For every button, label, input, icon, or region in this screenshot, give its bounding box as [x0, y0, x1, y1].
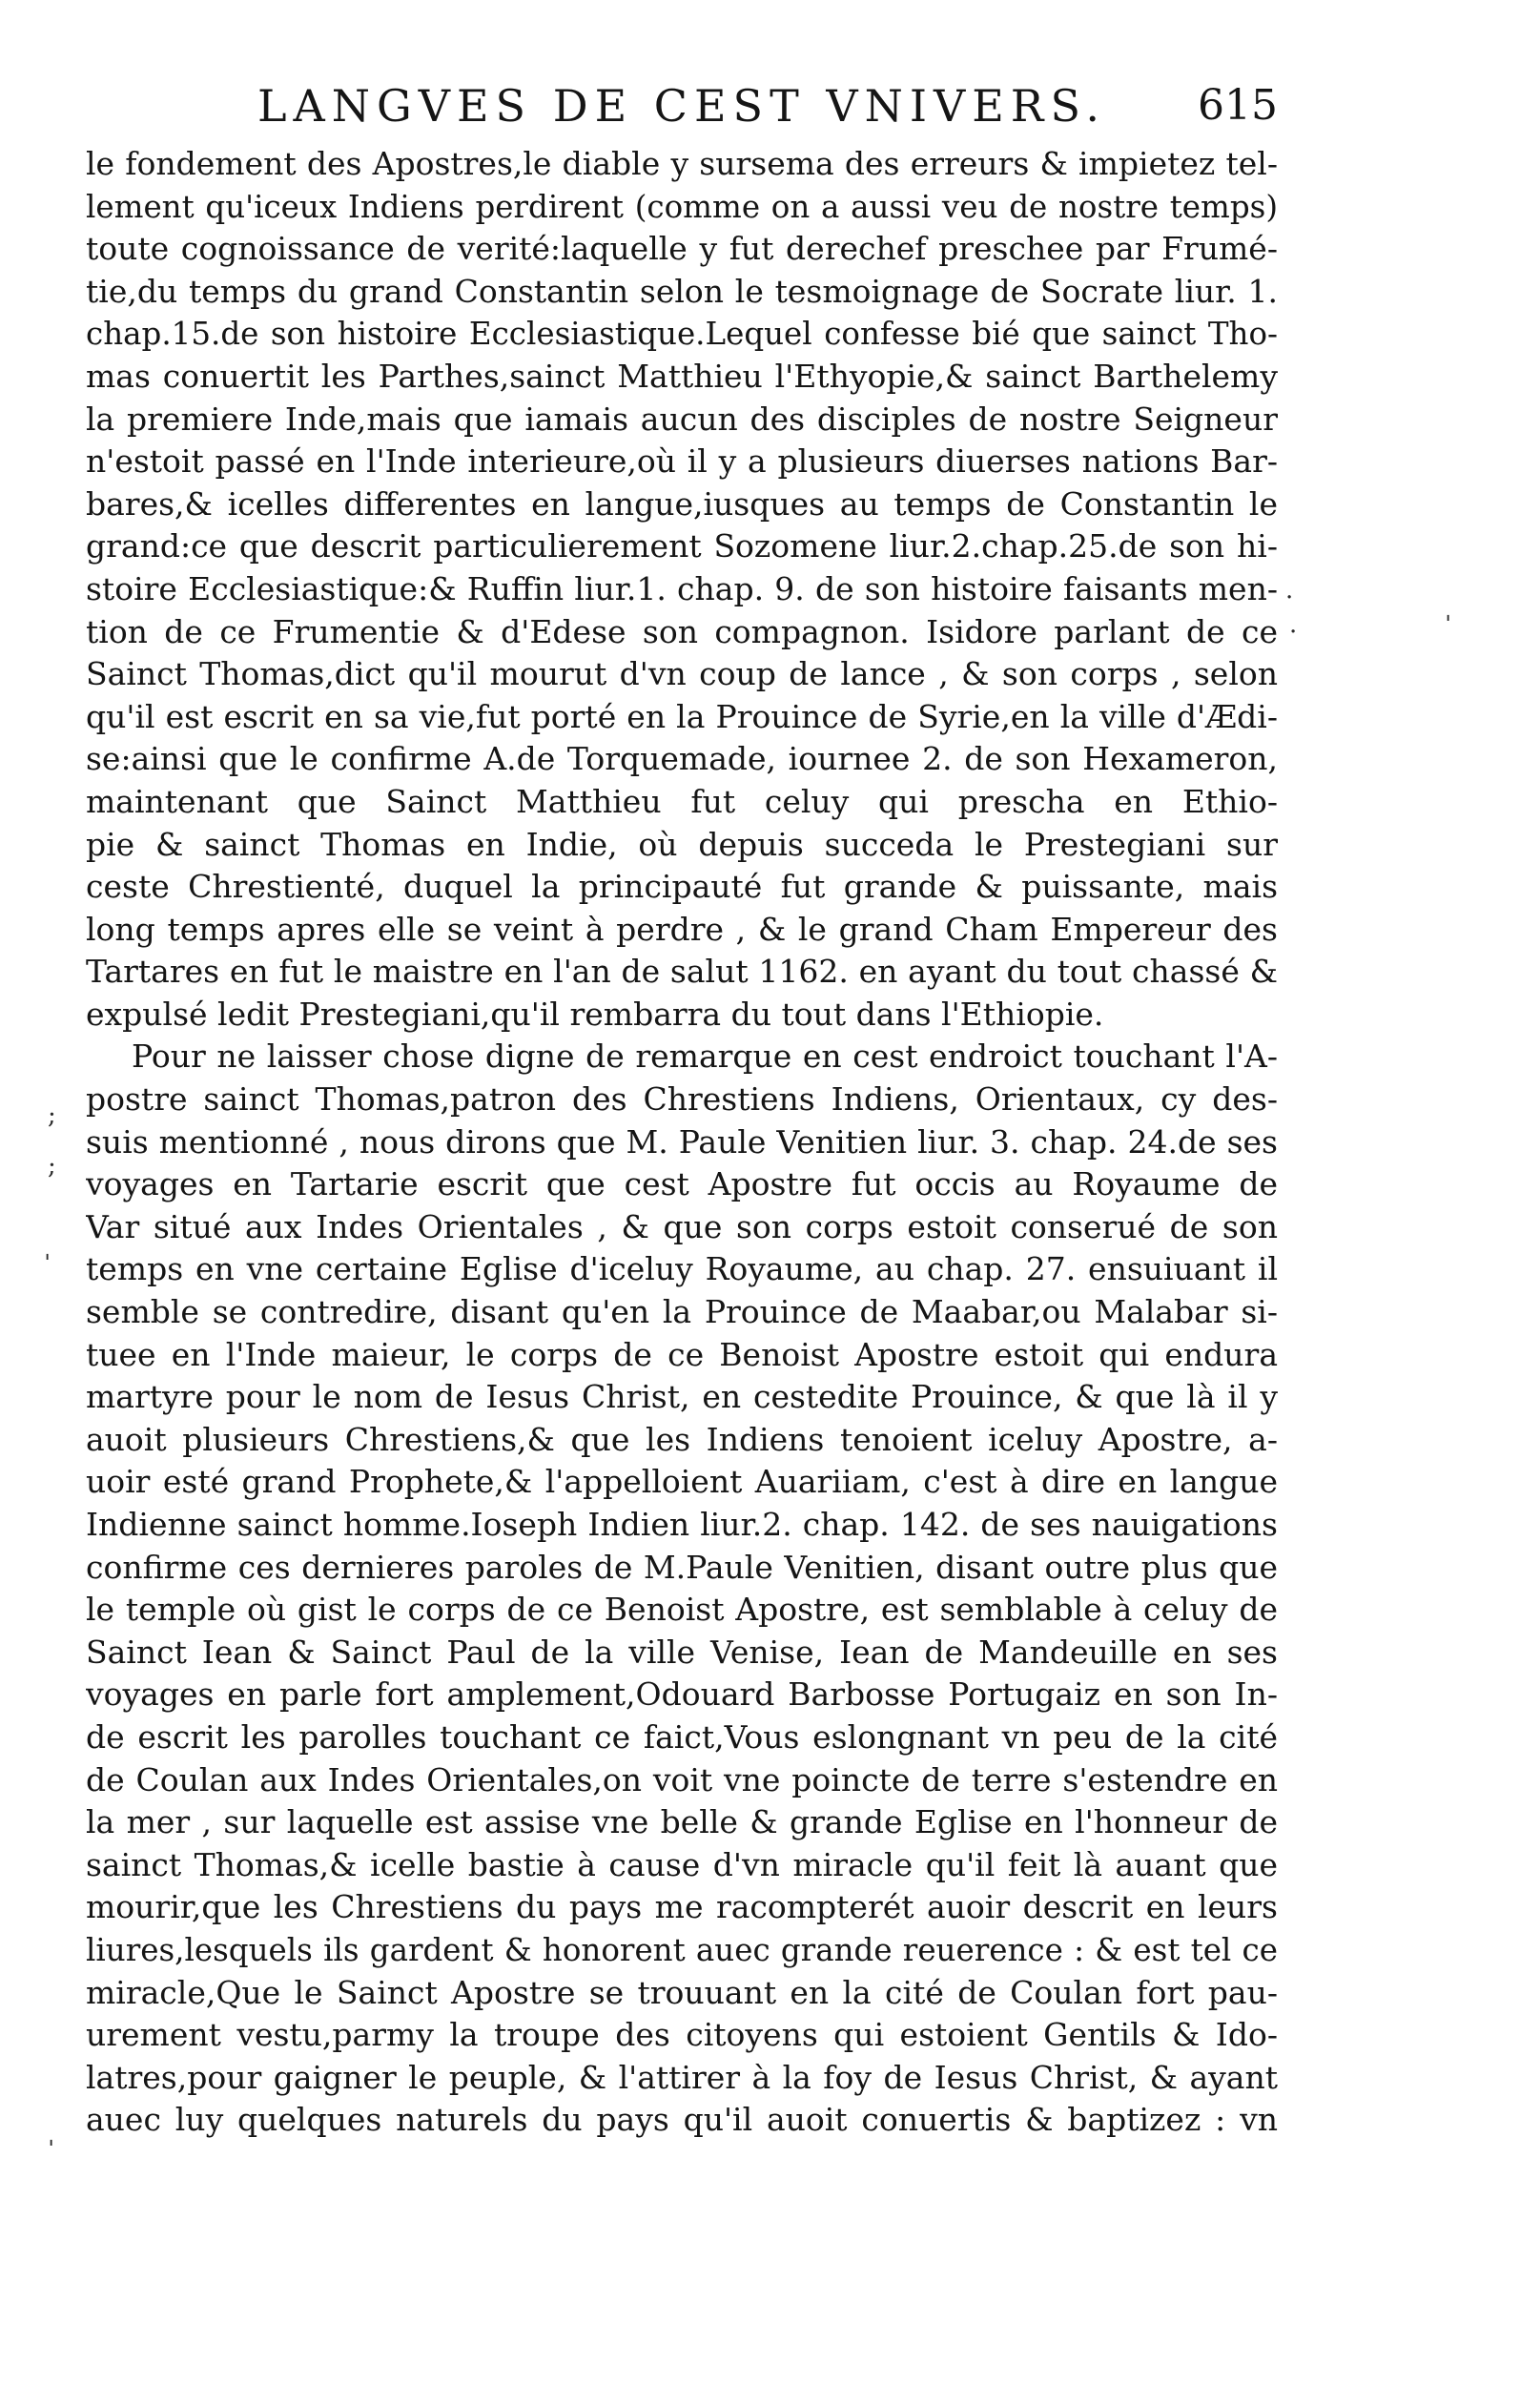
text-line: pie & sainct Thomas en Indie, où depuis succeda le Prestegiani sur [86, 825, 1278, 863]
text-line: tion de ce Frumentie & d'Edese son compagnon. Isidore parlant de ce [86, 612, 1278, 650]
text-line: de escrit les parolles touchant ce faict,Vous eslongnant vn peu de la cité [86, 1717, 1278, 1756]
text-line: suis mentionné , nous dirons que M. Paule Venitien liur. 3. chap. 24.de ses [86, 1122, 1278, 1161]
text-line: Tartares en fut le maistre en l'an de salut 1162. en ayant du tout chassé & [86, 953, 1278, 991]
text-line: le fondement des Apostres,le diable y sursema des erreurs & impietez tel- [86, 145, 1278, 182]
text-line: la premiere Inde,mais que iamais aucun des disciples de nostre Seigneur [86, 400, 1278, 438]
text-line: Sainct Iean & Sainct Paul de la ville Venise, Iean de Mandeuille en ses [86, 1633, 1278, 1671]
text-line: long temps apres elle se veint à perdre , & le grand Cham Empereur des [86, 910, 1278, 948]
text-line: confirme ces dernieres paroles de M.Paule Venitien, disant outre plus que [86, 1548, 1278, 1586]
text-line: ceste Chrestienté, duquel la principauté fut grande & puissante, mais [86, 868, 1278, 906]
text-line: Pour ne laisser chose digne de remarque en cest endroict touchant l'A- [132, 1038, 1278, 1076]
text-line: liures,lesquels ils gardent & honorent auec grande reuerence : & est tel ce [86, 1931, 1278, 1968]
text-line: le temple où gist le corps de ce Benoist Apostre, est semblable à celuy de [86, 1591, 1278, 1629]
running-title: LANGVES DE CEST VNIVERS. [257, 80, 1106, 132]
page-header [86, 74, 1278, 137]
text-line: semble se contredire, disant qu'en la Prouince de Maabar,ou Malabar si- [86, 1293, 1278, 1331]
text-line: maintenant que Sainct Matthieu fut celuy qui prescha en Ethio- [86, 782, 1278, 820]
text-line: la mer , sur laquelle est assise vne belle & grande Eglise en l'honneur de [86, 1803, 1278, 1841]
text-line: mas conuertit les Parthes,sainct Matthieu l'Ethyopie,& sainct Barthelemy [86, 357, 1278, 395]
text-line: expulsé ledit Prestegiani,qu'il rembarra du tout dans l'Ethiopie. [86, 995, 1104, 1033]
text-line: stoire Ecclesiastique:& Ruffin liur.1. chap. 9. de son histoire faisants men- [86, 569, 1278, 607]
text-line: latres,pour gaigner le peuple, & l'attirer à la foy de Iesus Christ, & ayant [86, 2058, 1278, 2096]
text-line: uoir esté grand Prophete,& l'appelloient Auariiam, c'est à dire en langue [86, 1463, 1278, 1501]
text-line: qu'il est escrit en sa vie,fut porté en la Prouince de Syrie,en la ville d'Ædi- [86, 697, 1278, 735]
text-line: Sainct Thomas,dict qu'il mourut d'vn coup de lance , & son corps , selon [86, 655, 1278, 693]
text-line: auec luy quelques naturels du pays qu'il auoit conuertis & baptizez : vn [86, 2101, 1278, 2139]
paragraph [86, 1036, 1278, 2141]
text-line: voyages en Tartarie escrit que cest Apostre fut occis au Royaume de [86, 1165, 1278, 1203]
text-line: lement qu'iceux Indiens perdirent (comme on a aussi veu de nostre temps) [86, 188, 1278, 225]
margin-tick: ; [48, 1152, 56, 1181]
text-line: Indienne sainct homme.Ioseph Indien liur.2. chap. 142. de ses nauigations [86, 1506, 1278, 1543]
margin-dot: · [1285, 584, 1294, 612]
margin-tick: ; [48, 1101, 56, 1130]
text-line: temps en vne certaine Eglise d'iceluy Royaume, au chap. 27. ensuiuant il [86, 1250, 1278, 1288]
text-line: martyre pour le nom de Iesus Christ, en cestedite Prouince, & que là il y [86, 1378, 1278, 1416]
text-line: sainct Thomas,& icelle bastie à cause d'vn miracle qu'il feit là auant que [86, 1845, 1278, 1883]
text-line: tuee en l'Inde maieur, le corps de ce Benoist Apostre estoit qui endura [86, 1335, 1278, 1373]
text-line: de Coulan aux Indes Orientales,on voit vne poincte de terre s'estendre en [86, 1760, 1278, 1798]
text-line: voyages en parle fort amplement,Odouard Barbosse Portugaiz en son In- [86, 1675, 1278, 1714]
text-line: urement vestu,parmy la troupe des citoyens qui estoient Gentils & Ido- [86, 2016, 1278, 2054]
text-line: chap.15.de son histoire Ecclesiastique.Lequel confesse bié que sainct Tho- [86, 316, 1278, 353]
text-line: grand:ce que descrit particulierement Sozomene liur.2.chap.25.de son hi- [86, 527, 1278, 565]
margin-dot: · [1289, 618, 1298, 647]
text-line: Var situé aux Indes Orientales , & que son corps estoit conserué de son [86, 1207, 1278, 1245]
margin-tick: ˌ [48, 2121, 55, 2149]
page-number: 615 [1198, 81, 1278, 130]
text-line: tie,du temps du grand Constantin selon le tesmoignage de Socrate liur. 1. [86, 272, 1278, 310]
text-line: n'estoit passé en l'Inde interieure,où il y a plusieurs diuerses nations Bar- [86, 442, 1278, 481]
text-line: miracle,Que le Sainct Apostre se trouuant en la cité de Coulan fort pau- [86, 1973, 1278, 2011]
margin-tick: ˈ [44, 1251, 51, 1280]
text-line: auoit plusieurs Chrestiens,& que les Indiens tenoient iceluy Apostre, a- [86, 1420, 1278, 1458]
text-line: toute cognoissance de verité:laquelle y fut derechef preschee par Frumé- [86, 230, 1278, 268]
paragraph [86, 143, 1278, 1036]
text-line: postre sainct Thomas,patron des Chrestiens Indiens, Orientaux, cy des- [86, 1080, 1278, 1119]
text-line: mourir,que les Chrestiens du pays me racompterét auoir descrit en leurs [86, 1888, 1278, 1926]
text-line: se:ainsi que le confirme A.de Torquemade, iournee 2. de son Hexameron, [86, 740, 1278, 778]
text-line: bares,& icelles differentes en langue,iusques au temps de Constantin le [86, 484, 1278, 523]
margin-tick: ˌ [1445, 596, 1452, 625]
body-text [86, 143, 1278, 2142]
